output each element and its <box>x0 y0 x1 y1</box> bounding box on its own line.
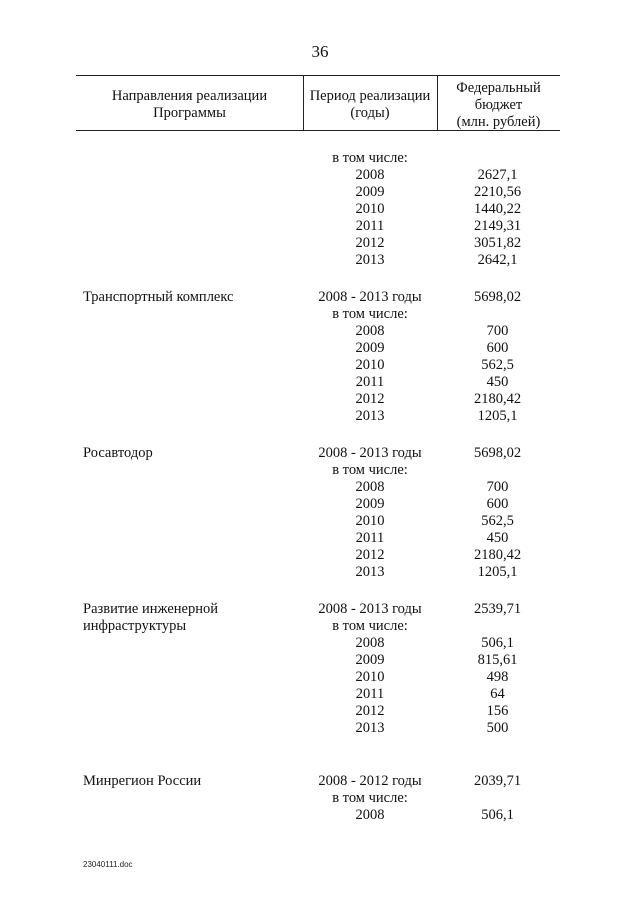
budget-cell: 500 <box>486 720 509 736</box>
table-row <box>0 669 640 686</box>
period-cell: 2009 <box>355 340 385 356</box>
table-row <box>0 408 640 425</box>
header-line: (млн. рублей) <box>456 114 541 130</box>
table-row <box>0 703 640 720</box>
table-row <box>0 652 640 669</box>
period-cell: 2012 <box>355 235 385 251</box>
header-line: Программы <box>153 105 226 121</box>
period-cell: 2008 <box>355 479 385 495</box>
period-cell: 2009 <box>355 652 385 668</box>
table-row <box>0 391 640 408</box>
direction-cell: Транспортный комплекс <box>83 289 234 305</box>
table-row <box>0 445 640 462</box>
period-cell: 2011 <box>355 686 385 702</box>
direction-cell: Минрегион России <box>83 773 202 789</box>
table-row <box>0 513 640 530</box>
budget-cell: 2180,42 <box>473 547 522 563</box>
period-cell: 2010 <box>355 357 385 373</box>
budget-cell: 700 <box>486 323 509 339</box>
period-cell: 2008 - 2013 годы <box>318 445 422 461</box>
period-cell: 2013 <box>355 408 385 424</box>
table-row <box>0 564 640 581</box>
budget-cell: 3051,82 <box>473 235 522 251</box>
table-row <box>0 252 640 269</box>
period-cell: 2012 <box>355 547 385 563</box>
table-row <box>0 530 640 547</box>
table-row <box>0 323 640 340</box>
header-line: (годы) <box>350 105 390 121</box>
budget-cell: 562,5 <box>481 357 514 373</box>
table-row <box>0 547 640 564</box>
table-row <box>0 601 640 618</box>
period-cell: 2010 <box>355 201 385 217</box>
table-row <box>0 150 640 167</box>
period-cell: 2013 <box>355 564 385 580</box>
period-cell: 2010 <box>355 513 385 529</box>
period-cell: 2008 - 2012 годы <box>318 773 422 789</box>
budget-cell: 450 <box>486 374 509 390</box>
period-cell: в том числе: <box>332 618 408 634</box>
budget-cell: 600 <box>486 496 509 512</box>
table-row <box>0 289 640 306</box>
period-cell: 2008 <box>355 323 385 339</box>
period-cell: 2008 <box>355 807 385 823</box>
table-row <box>0 184 640 201</box>
direction-cell: инфраструктуры <box>83 618 187 634</box>
table-row <box>0 720 640 737</box>
table-row <box>0 374 640 391</box>
period-cell: 2011 <box>355 374 385 390</box>
budget-cell: 1440,22 <box>473 201 522 217</box>
table-row <box>0 167 640 184</box>
table-row <box>0 635 640 652</box>
table-row <box>0 618 640 635</box>
period-cell: 2011 <box>355 530 385 546</box>
period-cell: 2008 - 2013 годы <box>318 289 422 305</box>
budget-cell: 498 <box>486 669 509 685</box>
budget-cell: 2210,56 <box>473 184 522 200</box>
table-row <box>0 496 640 513</box>
budget-cell: 2642,1 <box>477 252 518 268</box>
period-cell: в том числе: <box>332 790 408 806</box>
period-cell: 2011 <box>355 218 385 234</box>
direction-cell: Развитие инженерной <box>83 601 218 617</box>
budget-cell: 562,5 <box>481 513 514 529</box>
direction-cell: Росавтодор <box>83 445 153 461</box>
budget-cell: 815,61 <box>477 652 518 668</box>
budget-cell: 2039,71 <box>473 773 522 789</box>
period-cell: 2012 <box>355 391 385 407</box>
budget-cell: 64 <box>490 686 505 702</box>
budget-cell: 1205,1 <box>477 564 518 580</box>
page-number: 36 <box>311 42 329 61</box>
header-line: Направления реализации <box>111 88 268 104</box>
period-cell: 2010 <box>355 669 385 685</box>
period-cell: 2013 <box>355 720 385 736</box>
table-row <box>0 340 640 357</box>
budget-cell: 2149,31 <box>473 218 522 234</box>
budget-cell: 5698,02 <box>473 445 522 461</box>
header-line: Федеральный <box>456 80 541 96</box>
table-row <box>0 306 640 323</box>
budget-cell: 156 <box>486 703 509 719</box>
period-cell: 2008 - 2013 годы <box>318 601 422 617</box>
header-line: Период реализации <box>309 88 431 104</box>
period-cell: в том числе: <box>332 150 408 166</box>
table-row <box>0 357 640 374</box>
budget-cell: 2627,1 <box>477 167 518 183</box>
period-cell: 2009 <box>355 496 385 512</box>
table-row <box>0 807 640 824</box>
budget-cell: 2539,71 <box>473 601 522 617</box>
budget-cell: 700 <box>486 479 509 495</box>
header-line: бюджет <box>474 97 523 113</box>
table-row <box>0 218 640 235</box>
table-row <box>0 790 640 807</box>
period-cell: 2008 <box>355 635 385 651</box>
budget-cell: 506,1 <box>481 807 514 823</box>
period-cell: в том числе: <box>332 306 408 322</box>
period-cell: 2008 <box>355 167 385 183</box>
budget-cell: 450 <box>486 530 509 546</box>
budget-cell: 5698,02 <box>473 289 522 305</box>
period-cell: 2012 <box>355 703 385 719</box>
period-cell: 2013 <box>355 252 385 268</box>
period-cell: 2009 <box>355 184 385 200</box>
table-row <box>0 773 640 790</box>
table-row <box>0 479 640 496</box>
table-row <box>0 462 640 479</box>
table-row <box>0 686 640 703</box>
table-row <box>0 201 640 218</box>
table-row <box>0 235 640 252</box>
budget-cell: 506,1 <box>481 635 514 651</box>
period-cell: в том числе: <box>332 462 408 478</box>
budget-cell: 2180,42 <box>473 391 522 407</box>
budget-cell: 1205,1 <box>477 408 518 424</box>
document-footer-code: 23040111.doc <box>83 860 133 869</box>
budget-cell: 600 <box>486 340 509 356</box>
